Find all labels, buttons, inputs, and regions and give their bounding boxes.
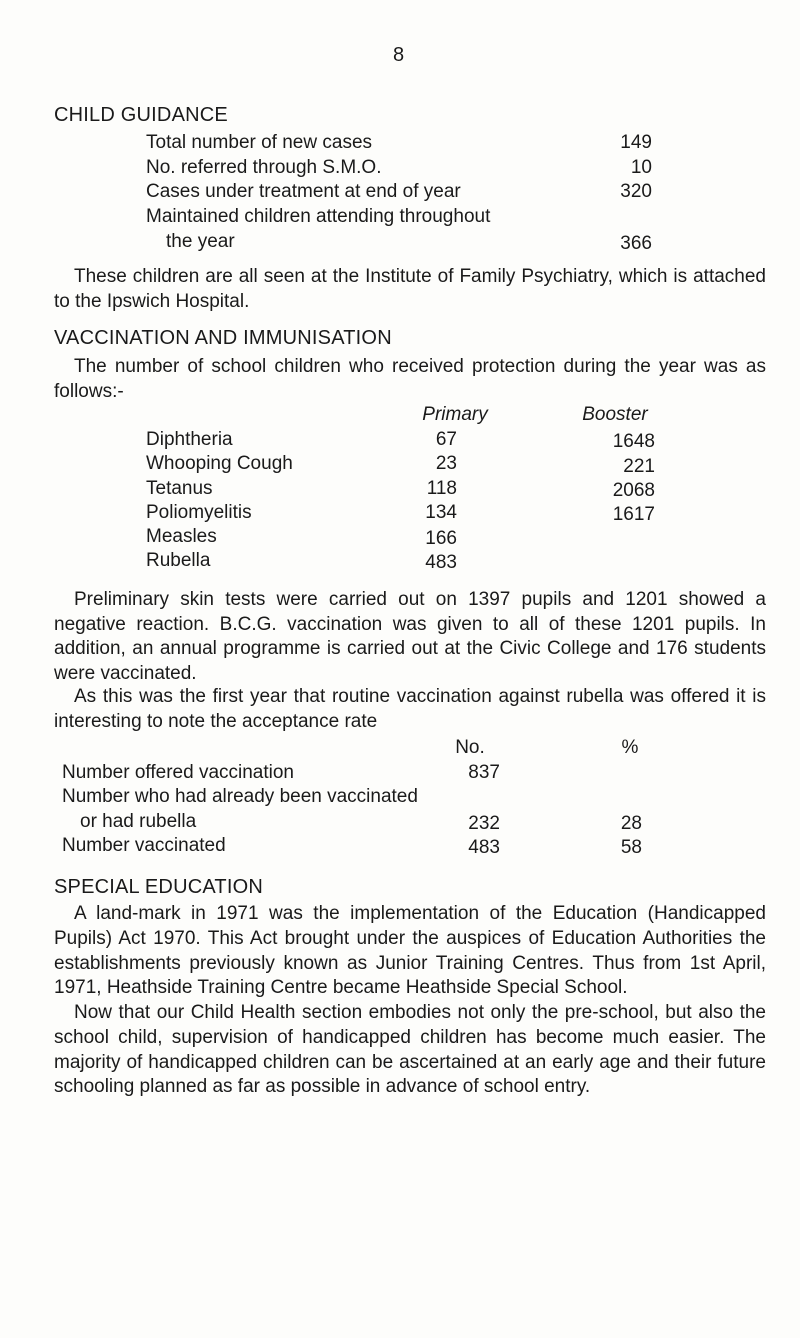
rate-row-label: Number offered vaccination bbox=[62, 762, 294, 783]
primary-value: 483 bbox=[425, 552, 457, 573]
cg-row-label: Total number of new cases bbox=[146, 132, 373, 153]
cg-row-label: No. referred through S.M.O. bbox=[146, 157, 382, 178]
cg-row-label: Cases under treatment at end of year bbox=[146, 181, 461, 202]
child-guidance-heading: CHILD GUIDANCE bbox=[54, 104, 228, 126]
cg-paragraph-text: These children are all seen at the Institute of Family Psychiatry, which is attached to the Ipswich Hospital. bbox=[54, 266, 766, 312]
booster-value: 221 bbox=[623, 456, 655, 477]
rate-row-no: 483 bbox=[468, 837, 500, 858]
special-education-heading: SPECIAL EDUCATION bbox=[54, 876, 263, 898]
rate-col-header-no: No. bbox=[455, 737, 485, 758]
disease-label: Measles bbox=[146, 526, 217, 547]
cg-row-value: 149 bbox=[620, 132, 652, 153]
booster-value: 1617 bbox=[612, 504, 655, 525]
special-education-paragraph-1 bbox=[54, 902, 766, 1001]
page-number: 8 bbox=[393, 44, 405, 66]
disease-label: Diphtheria bbox=[146, 429, 233, 450]
col-header-booster: Booster bbox=[582, 404, 648, 425]
cg-row-value: 366 bbox=[620, 233, 652, 254]
primary-value: 23 bbox=[435, 453, 457, 474]
rate-row-no: 837 bbox=[468, 762, 500, 783]
primary-value: 166 bbox=[425, 528, 457, 549]
vaccination-paragraph-1 bbox=[54, 588, 766, 686]
booster-value: 1648 bbox=[612, 431, 655, 452]
cg-row-label-continued: the year bbox=[166, 231, 235, 252]
rate-row-no: 232 bbox=[468, 813, 500, 834]
cg-row-value: 320 bbox=[620, 181, 652, 202]
primary-value: 67 bbox=[435, 429, 457, 450]
vaccination-paragraph-1-text: Preliminary skin tests were carried out on 1397 pupils and 1201 showed a negative reaction. B.C.G. vaccination was given to all of these 1201 pupils. In addition, an annual programme is carried out at the Civic College and 176 students were vaccinated. bbox=[54, 589, 766, 684]
rate-row-label: Number vaccinated bbox=[62, 835, 226, 856]
rate-row-label: Number who had already been vaccinated bbox=[62, 786, 418, 807]
rate-row-pct: 28 bbox=[620, 813, 642, 834]
disease-label: Tetanus bbox=[146, 478, 213, 499]
rate-col-header-pct: % bbox=[621, 737, 639, 758]
disease-label: Poliomyelitis bbox=[146, 502, 252, 523]
vaccination-heading: VACCINATION AND IMMUNISATION bbox=[54, 327, 392, 349]
vaccination-intro-text: The number of school children who received protection during the year was as follows:- bbox=[54, 356, 766, 402]
col-header-primary: Primary bbox=[422, 404, 488, 425]
cg-row-label: Maintained children attending throughout bbox=[146, 206, 491, 227]
vaccination-intro bbox=[54, 355, 766, 404]
special-education-paragraph-2 bbox=[54, 1001, 766, 1100]
vaccination-paragraph-2-text: As this was the first year that routine vaccination against rubella was offered it is interesting to note the acceptance rate bbox=[54, 686, 766, 732]
special-education-paragraph-2-text: Now that our Child Health section embodies not only the pre-school, but also the school child, supervision of handicapped children has become much easier. The majority of handicapped children can be ascertained at an early age and their future schooling planned as far as possible in advance of school entry. bbox=[54, 1002, 766, 1098]
cg-paragraph bbox=[54, 265, 766, 314]
rate-row-pct: 58 bbox=[620, 837, 642, 858]
disease-label: Whooping Cough bbox=[146, 453, 293, 474]
primary-value: 118 bbox=[426, 478, 457, 499]
rate-row-label-continued: or had rubella bbox=[80, 811, 197, 832]
primary-value: 134 bbox=[425, 502, 457, 523]
special-education-paragraph-1-text: A land-mark in 1971 was the implementation of the Education (Handicapped Pupils) Act 1970. This Act brought under the auspices of Education Authorities the establishments previously known as Junior Training Centres. Thus from 1st April, 1971, Heathside Training Centre became Heathside Special School. bbox=[54, 903, 766, 999]
cg-row-value: 10 bbox=[630, 157, 652, 178]
booster-value: 2068 bbox=[612, 480, 655, 501]
disease-label: Rubella bbox=[146, 550, 211, 571]
vaccination-paragraph-2 bbox=[54, 685, 766, 734]
